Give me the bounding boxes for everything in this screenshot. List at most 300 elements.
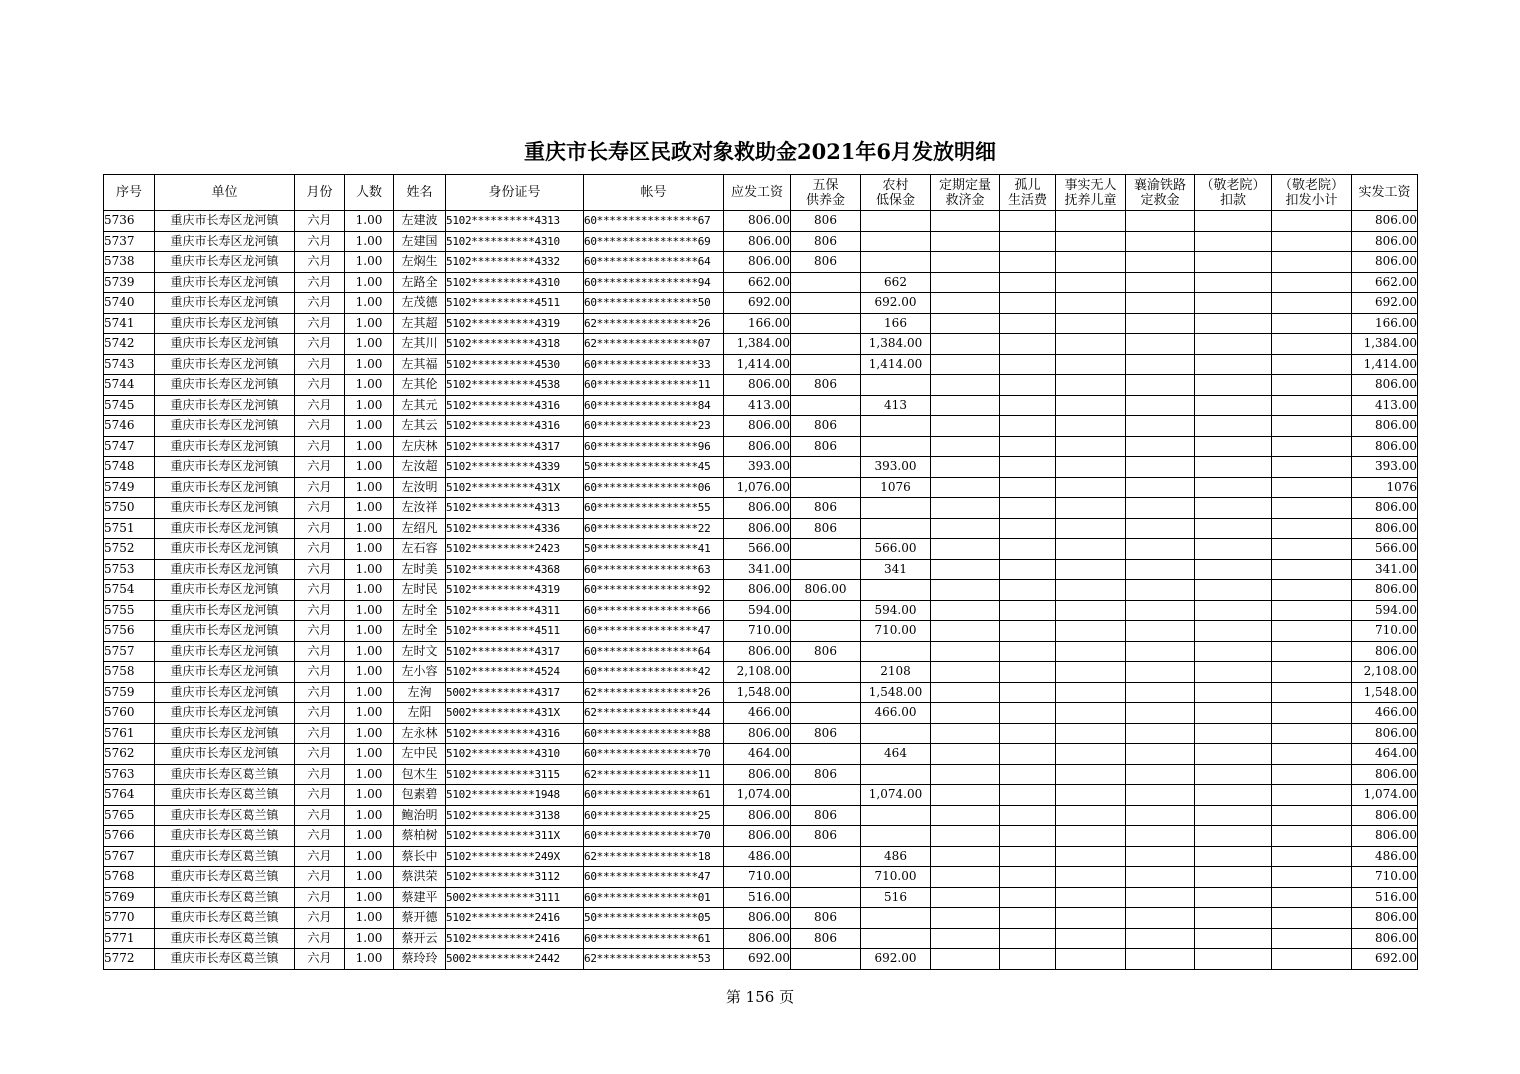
id-number-cell: 5102**********4530: [446, 354, 584, 375]
xiangyu-railway-fund-cell: [1126, 395, 1195, 416]
fixed-relief-fund-cell: [931, 621, 1000, 642]
actual-payment-cell: 466.00: [1352, 703, 1418, 724]
column-header: 月份: [295, 175, 345, 211]
account-number-cell: 60****************61: [584, 928, 724, 949]
orphan-living-fee-cell: [1000, 334, 1056, 355]
fixed-relief-fund-cell: [931, 231, 1000, 252]
name-cell: 左绍凡: [394, 518, 446, 539]
unit-cell: 重庆市长寿区龙河镇: [155, 416, 295, 437]
name-cell: 左时民: [394, 580, 446, 601]
xiangyu-railway-fund-cell: [1126, 723, 1195, 744]
month-cell: 六月: [295, 559, 345, 580]
fixed-relief-fund-cell: [931, 436, 1000, 457]
unit-cell: 重庆市长寿区葛兰镇: [155, 805, 295, 826]
name-cell: 左其川: [394, 334, 446, 355]
name-cell: 左建国: [394, 231, 446, 252]
headcount-cell: 1.00: [345, 621, 394, 642]
name-cell: 蔡开德: [394, 908, 446, 929]
nursing-home-deduction-cell: [1195, 928, 1272, 949]
actual-payment-cell: 413.00: [1352, 395, 1418, 416]
payable-amount-cell: 806.00: [724, 928, 791, 949]
id-number-cell: 5102**********4511: [446, 293, 584, 314]
table-row: [104, 436, 1418, 457]
name-cell: 左其伦: [394, 375, 446, 396]
seq-no-cell: 5757: [104, 641, 155, 662]
month-cell: 六月: [295, 354, 345, 375]
nursing-home-deduction-cell: [1195, 436, 1272, 457]
name-cell: 左其元: [394, 395, 446, 416]
account-number-cell: 60****************70: [584, 826, 724, 847]
de-facto-orphan-fund-cell: [1056, 887, 1126, 908]
payable-amount-cell: 806.00: [724, 211, 791, 232]
unit-cell: 重庆市长寿区龙河镇: [155, 313, 295, 334]
name-cell: 左建波: [394, 211, 446, 232]
fixed-relief-fund-cell: [931, 457, 1000, 478]
seq-no-cell: 5756: [104, 621, 155, 642]
unit-cell: 重庆市长寿区龙河镇: [155, 395, 295, 416]
de-facto-orphan-fund-cell: [1056, 641, 1126, 662]
nursing-home-deduction-cell: [1195, 846, 1272, 867]
de-facto-orphan-fund-cell: [1056, 621, 1126, 642]
fixed-relief-fund-cell: [931, 723, 1000, 744]
rural-subsistence-fund-cell: [861, 928, 931, 949]
orphan-living-fee-cell: [1000, 375, 1056, 396]
payable-amount-cell: 1,074.00: [724, 785, 791, 806]
de-facto-orphan-fund-cell: [1056, 539, 1126, 560]
actual-payment-cell: 806.00: [1352, 908, 1418, 929]
seq-no-cell: 5746: [104, 416, 155, 437]
table-row: [104, 416, 1418, 437]
name-cell: 左汝明: [394, 477, 446, 498]
orphan-living-fee-cell: [1000, 477, 1056, 498]
seq-no-cell: 5767: [104, 846, 155, 867]
nursing-home-deduction-subtotal-cell: [1272, 744, 1352, 765]
de-facto-orphan-fund-cell: [1056, 785, 1126, 806]
payable-amount-cell: 806.00: [724, 231, 791, 252]
month-cell: 六月: [295, 785, 345, 806]
id-number-cell: 5102**********4310: [446, 231, 584, 252]
rural-subsistence-fund-cell: 466.00: [861, 703, 931, 724]
id-number-cell: 5102**********4524: [446, 662, 584, 683]
rural-subsistence-fund-cell: [861, 498, 931, 519]
month-cell: 六月: [295, 600, 345, 621]
id-number-cell: 5102**********4336: [446, 518, 584, 539]
id-number-cell: 5102**********2423: [446, 539, 584, 560]
fixed-relief-fund-cell: [931, 744, 1000, 765]
id-number-cell: 5102**********3138: [446, 805, 584, 826]
headcount-cell: 1.00: [345, 252, 394, 273]
xiangyu-railway-fund-cell: [1126, 785, 1195, 806]
column-header: （敬老院） 扣发小计: [1272, 175, 1352, 211]
five-guarantee-fund-cell: [791, 313, 861, 334]
fixed-relief-fund-cell: [931, 375, 1000, 396]
actual-payment-cell: 692.00: [1352, 293, 1418, 314]
orphan-living-fee-cell: [1000, 518, 1056, 539]
payable-amount-cell: 594.00: [724, 600, 791, 621]
headcount-cell: 1.00: [345, 436, 394, 457]
nursing-home-deduction-cell: [1195, 723, 1272, 744]
rural-subsistence-fund-cell: 464: [861, 744, 931, 765]
actual-payment-cell: 806.00: [1352, 826, 1418, 847]
de-facto-orphan-fund-cell: [1056, 805, 1126, 826]
column-header: 人数: [345, 175, 394, 211]
table-row: [104, 600, 1418, 621]
actual-payment-cell: 341.00: [1352, 559, 1418, 580]
five-guarantee-fund-cell: 806: [791, 518, 861, 539]
payable-amount-cell: 486.00: [724, 846, 791, 867]
nursing-home-deduction-subtotal-cell: [1272, 621, 1352, 642]
month-cell: 六月: [295, 231, 345, 252]
nursing-home-deduction-cell: [1195, 313, 1272, 334]
xiangyu-railway-fund-cell: [1126, 662, 1195, 683]
five-guarantee-fund-cell: [791, 334, 861, 355]
five-guarantee-fund-cell: 806: [791, 375, 861, 396]
xiangyu-railway-fund-cell: [1126, 744, 1195, 765]
nursing-home-deduction-cell: [1195, 785, 1272, 806]
actual-payment-cell: 594.00: [1352, 600, 1418, 621]
month-cell: 六月: [295, 539, 345, 560]
payable-amount-cell: 806.00: [724, 641, 791, 662]
name-cell: 左汝超: [394, 457, 446, 478]
name-cell: 鲍治明: [394, 805, 446, 826]
actual-payment-cell: 1,384.00: [1352, 334, 1418, 355]
fixed-relief-fund-cell: [931, 313, 1000, 334]
month-cell: 六月: [295, 498, 345, 519]
payable-amount-cell: 393.00: [724, 457, 791, 478]
month-cell: 六月: [295, 805, 345, 826]
rural-subsistence-fund-cell: 393.00: [861, 457, 931, 478]
id-number-cell: 5102**********2416: [446, 908, 584, 929]
nursing-home-deduction-cell: [1195, 498, 1272, 519]
id-number-cell: 5102**********4332: [446, 252, 584, 273]
headcount-cell: 1.00: [345, 600, 394, 621]
xiangyu-railway-fund-cell: [1126, 252, 1195, 273]
name-cell: 左时全: [394, 621, 446, 642]
nursing-home-deduction-subtotal-cell: [1272, 826, 1352, 847]
de-facto-orphan-fund-cell: [1056, 703, 1126, 724]
xiangyu-railway-fund-cell: [1126, 846, 1195, 867]
month-cell: 六月: [295, 764, 345, 785]
rural-subsistence-fund-cell: 413: [861, 395, 931, 416]
five-guarantee-fund-cell: [791, 662, 861, 683]
orphan-living-fee-cell: [1000, 846, 1056, 867]
headcount-cell: 1.00: [345, 764, 394, 785]
unit-cell: 重庆市长寿区龙河镇: [155, 580, 295, 601]
five-guarantee-fund-cell: 806: [791, 723, 861, 744]
de-facto-orphan-fund-cell: [1056, 682, 1126, 703]
nursing-home-deduction-cell: [1195, 211, 1272, 232]
unit-cell: 重庆市长寿区龙河镇: [155, 559, 295, 580]
five-guarantee-fund-cell: [791, 539, 861, 560]
column-header: 事实无人 抚养儿童: [1056, 175, 1126, 211]
month-cell: 六月: [295, 293, 345, 314]
fixed-relief-fund-cell: [931, 354, 1000, 375]
headcount-cell: 1.00: [345, 354, 394, 375]
payable-amount-cell: 1,548.00: [724, 682, 791, 703]
seq-no-cell: 5772: [104, 949, 155, 970]
five-guarantee-fund-cell: [791, 867, 861, 888]
fixed-relief-fund-cell: [931, 539, 1000, 560]
five-guarantee-fund-cell: 806: [791, 764, 861, 785]
table-row: [104, 826, 1418, 847]
account-number-cell: 60****************47: [584, 867, 724, 888]
relief-payment-table: [103, 174, 1418, 970]
headcount-cell: 1.00: [345, 744, 394, 765]
payable-amount-cell: 806.00: [724, 518, 791, 539]
orphan-living-fee-cell: [1000, 928, 1056, 949]
page-title: 重庆市长寿区民政对象救助金2021年6月发放明细: [523, 139, 997, 164]
rural-subsistence-fund-cell: 1,384.00: [861, 334, 931, 355]
table-row: [104, 354, 1418, 375]
account-number-cell: 60****************11: [584, 375, 724, 396]
fixed-relief-fund-cell: [931, 682, 1000, 703]
payable-amount-cell: 662.00: [724, 272, 791, 293]
nursing-home-deduction-cell: [1195, 334, 1272, 355]
unit-cell: 重庆市长寿区葛兰镇: [155, 764, 295, 785]
actual-payment-cell: 566.00: [1352, 539, 1418, 560]
account-number-cell: 60****************61: [584, 785, 724, 806]
rural-subsistence-fund-cell: [861, 231, 931, 252]
nursing-home-deduction-cell: [1195, 908, 1272, 929]
id-number-cell: 5102**********4310: [446, 744, 584, 765]
table-row: [104, 272, 1418, 293]
column-header: 定期定量 救济金: [931, 175, 1000, 211]
payable-amount-cell: 806.00: [724, 252, 791, 273]
fixed-relief-fund-cell: [931, 867, 1000, 888]
fixed-relief-fund-cell: [931, 252, 1000, 273]
xiangyu-railway-fund-cell: [1126, 826, 1195, 847]
de-facto-orphan-fund-cell: [1056, 559, 1126, 580]
nursing-home-deduction-subtotal-cell: [1272, 949, 1352, 970]
table-row: [104, 744, 1418, 765]
account-number-cell: 50****************05: [584, 908, 724, 929]
orphan-living-fee-cell: [1000, 682, 1056, 703]
table-row: [104, 867, 1418, 888]
fixed-relief-fund-cell: [931, 662, 1000, 683]
id-number-cell: 5102**********4316: [446, 395, 584, 416]
seq-no-cell: 5743: [104, 354, 155, 375]
fixed-relief-fund-cell: [931, 703, 1000, 724]
orphan-living-fee-cell: [1000, 600, 1056, 621]
seq-no-cell: 5764: [104, 785, 155, 806]
column-header: 帐号: [584, 175, 724, 211]
column-header: 序号: [104, 175, 155, 211]
table-row: [104, 375, 1418, 396]
rural-subsistence-fund-cell: 486: [861, 846, 931, 867]
id-number-cell: 5102**********4319: [446, 580, 584, 601]
month-cell: 六月: [295, 723, 345, 744]
name-cell: 左时美: [394, 559, 446, 580]
actual-payment-cell: 806.00: [1352, 416, 1418, 437]
name-cell: 左其超: [394, 313, 446, 334]
fixed-relief-fund-cell: [931, 416, 1000, 437]
xiangyu-railway-fund-cell: [1126, 764, 1195, 785]
seq-no-cell: 5747: [104, 436, 155, 457]
month-cell: 六月: [295, 826, 345, 847]
table-row: [104, 723, 1418, 744]
orphan-living-fee-cell: [1000, 293, 1056, 314]
account-number-cell: 60****************25: [584, 805, 724, 826]
payable-amount-cell: 710.00: [724, 867, 791, 888]
table-row: [104, 518, 1418, 539]
xiangyu-railway-fund-cell: [1126, 272, 1195, 293]
xiangyu-railway-fund-cell: [1126, 908, 1195, 929]
fixed-relief-fund-cell: [931, 559, 1000, 580]
orphan-living-fee-cell: [1000, 949, 1056, 970]
table-row: [104, 293, 1418, 314]
five-guarantee-fund-cell: [791, 744, 861, 765]
seq-no-cell: 5749: [104, 477, 155, 498]
month-cell: 六月: [295, 395, 345, 416]
account-number-cell: 60****************92: [584, 580, 724, 601]
orphan-living-fee-cell: [1000, 231, 1056, 252]
de-facto-orphan-fund-cell: [1056, 928, 1126, 949]
headcount-cell: 1.00: [345, 375, 394, 396]
payable-amount-cell: 464.00: [724, 744, 791, 765]
actual-payment-cell: 710.00: [1352, 621, 1418, 642]
nursing-home-deduction-cell: [1195, 662, 1272, 683]
table-row: [104, 211, 1418, 232]
month-cell: 六月: [295, 949, 345, 970]
xiangyu-railway-fund-cell: [1126, 231, 1195, 252]
table-row: [104, 949, 1418, 970]
unit-cell: 重庆市长寿区龙河镇: [155, 621, 295, 642]
headcount-cell: 1.00: [345, 580, 394, 601]
nursing-home-deduction-cell: [1195, 764, 1272, 785]
table-row: [104, 682, 1418, 703]
account-number-cell: 62****************53: [584, 949, 724, 970]
headcount-cell: 1.00: [345, 662, 394, 683]
orphan-living-fee-cell: [1000, 621, 1056, 642]
month-cell: 六月: [295, 477, 345, 498]
nursing-home-deduction-subtotal-cell: [1272, 559, 1352, 580]
unit-cell: 重庆市长寿区龙河镇: [155, 539, 295, 560]
id-number-cell: 5102**********4310: [446, 272, 584, 293]
unit-cell: 重庆市长寿区葛兰镇: [155, 826, 295, 847]
unit-cell: 重庆市长寿区龙河镇: [155, 662, 295, 683]
account-number-cell: 60****************23: [584, 416, 724, 437]
actual-payment-cell: 806.00: [1352, 928, 1418, 949]
nursing-home-deduction-cell: [1195, 949, 1272, 970]
rural-subsistence-fund-cell: 166: [861, 313, 931, 334]
unit-cell: 重庆市长寿区龙河镇: [155, 498, 295, 519]
nursing-home-deduction-subtotal-cell: [1272, 887, 1352, 908]
month-cell: 六月: [295, 682, 345, 703]
column-header: 孤儿 生活费: [1000, 175, 1056, 211]
rural-subsistence-fund-cell: [861, 723, 931, 744]
actual-payment-cell: 662.00: [1352, 272, 1418, 293]
table-row: [104, 785, 1418, 806]
actual-payment-cell: 806.00: [1352, 211, 1418, 232]
five-guarantee-fund-cell: 806: [791, 805, 861, 826]
five-guarantee-fund-cell: [791, 395, 861, 416]
month-cell: 六月: [295, 641, 345, 662]
five-guarantee-fund-cell: 806: [791, 498, 861, 519]
nursing-home-deduction-subtotal-cell: [1272, 231, 1352, 252]
unit-cell: 重庆市长寿区龙河镇: [155, 723, 295, 744]
fixed-relief-fund-cell: [931, 785, 1000, 806]
name-cell: 左永林: [394, 723, 446, 744]
seq-no-cell: 5762: [104, 744, 155, 765]
name-cell: 左洵: [394, 682, 446, 703]
de-facto-orphan-fund-cell: [1056, 662, 1126, 683]
headcount-cell: 1.00: [345, 559, 394, 580]
account-number-cell: 62****************07: [584, 334, 724, 355]
nursing-home-deduction-cell: [1195, 682, 1272, 703]
nursing-home-deduction-subtotal-cell: [1272, 600, 1352, 621]
xiangyu-railway-fund-cell: [1126, 600, 1195, 621]
month-cell: 六月: [295, 416, 345, 437]
de-facto-orphan-fund-cell: [1056, 334, 1126, 355]
five-guarantee-fund-cell: [791, 785, 861, 806]
table-row: [104, 395, 1418, 416]
seq-no-cell: 5736: [104, 211, 155, 232]
seq-no-cell: 5771: [104, 928, 155, 949]
month-cell: 六月: [295, 846, 345, 867]
nursing-home-deduction-subtotal-cell: [1272, 211, 1352, 232]
actual-payment-cell: 1,414.00: [1352, 354, 1418, 375]
account-number-cell: 60****************66: [584, 600, 724, 621]
nursing-home-deduction-cell: [1195, 293, 1272, 314]
de-facto-orphan-fund-cell: [1056, 252, 1126, 273]
fixed-relief-fund-cell: [931, 908, 1000, 929]
fixed-relief-fund-cell: [931, 395, 1000, 416]
month-cell: 六月: [295, 313, 345, 334]
nursing-home-deduction-cell: [1195, 477, 1272, 498]
seq-no-cell: 5739: [104, 272, 155, 293]
xiangyu-railway-fund-cell: [1126, 580, 1195, 601]
rural-subsistence-fund-cell: [861, 416, 931, 437]
de-facto-orphan-fund-cell: [1056, 949, 1126, 970]
nursing-home-deduction-subtotal-cell: [1272, 252, 1352, 273]
fixed-relief-fund-cell: [931, 498, 1000, 519]
month-cell: 六月: [295, 744, 345, 765]
account-number-cell: 50****************45: [584, 457, 724, 478]
table-row: [104, 231, 1418, 252]
rural-subsistence-fund-cell: 594.00: [861, 600, 931, 621]
table-row: [104, 313, 1418, 334]
de-facto-orphan-fund-cell: [1056, 518, 1126, 539]
actual-payment-cell: 2,108.00: [1352, 662, 1418, 683]
five-guarantee-fund-cell: 806.00: [791, 580, 861, 601]
account-number-cell: 60****************50: [584, 293, 724, 314]
column-header: 应发工资: [724, 175, 791, 211]
de-facto-orphan-fund-cell: [1056, 293, 1126, 314]
nursing-home-deduction-subtotal-cell: [1272, 723, 1352, 744]
seq-no-cell: 5766: [104, 826, 155, 847]
table-row: [104, 334, 1418, 355]
nursing-home-deduction-subtotal-cell: [1272, 928, 1352, 949]
name-cell: 左小容: [394, 662, 446, 683]
headcount-cell: 1.00: [345, 641, 394, 662]
headcount-cell: 1.00: [345, 785, 394, 806]
seq-no-cell: 5742: [104, 334, 155, 355]
column-header: 襄渝铁路 定救金: [1126, 175, 1195, 211]
nursing-home-deduction-subtotal-cell: [1272, 867, 1352, 888]
account-number-cell: 60****************42: [584, 662, 724, 683]
fixed-relief-fund-cell: [931, 887, 1000, 908]
id-number-cell: 5102**********431X: [446, 477, 584, 498]
table-row: [104, 887, 1418, 908]
rural-subsistence-fund-cell: 341: [861, 559, 931, 580]
seq-no-cell: 5751: [104, 518, 155, 539]
rural-subsistence-fund-cell: 566.00: [861, 539, 931, 560]
account-number-cell: 60****************06: [584, 477, 724, 498]
unit-cell: 重庆市长寿区龙河镇: [155, 436, 295, 457]
headcount-cell: 1.00: [345, 703, 394, 724]
xiangyu-railway-fund-cell: [1126, 805, 1195, 826]
rural-subsistence-fund-cell: 692.00: [861, 949, 931, 970]
